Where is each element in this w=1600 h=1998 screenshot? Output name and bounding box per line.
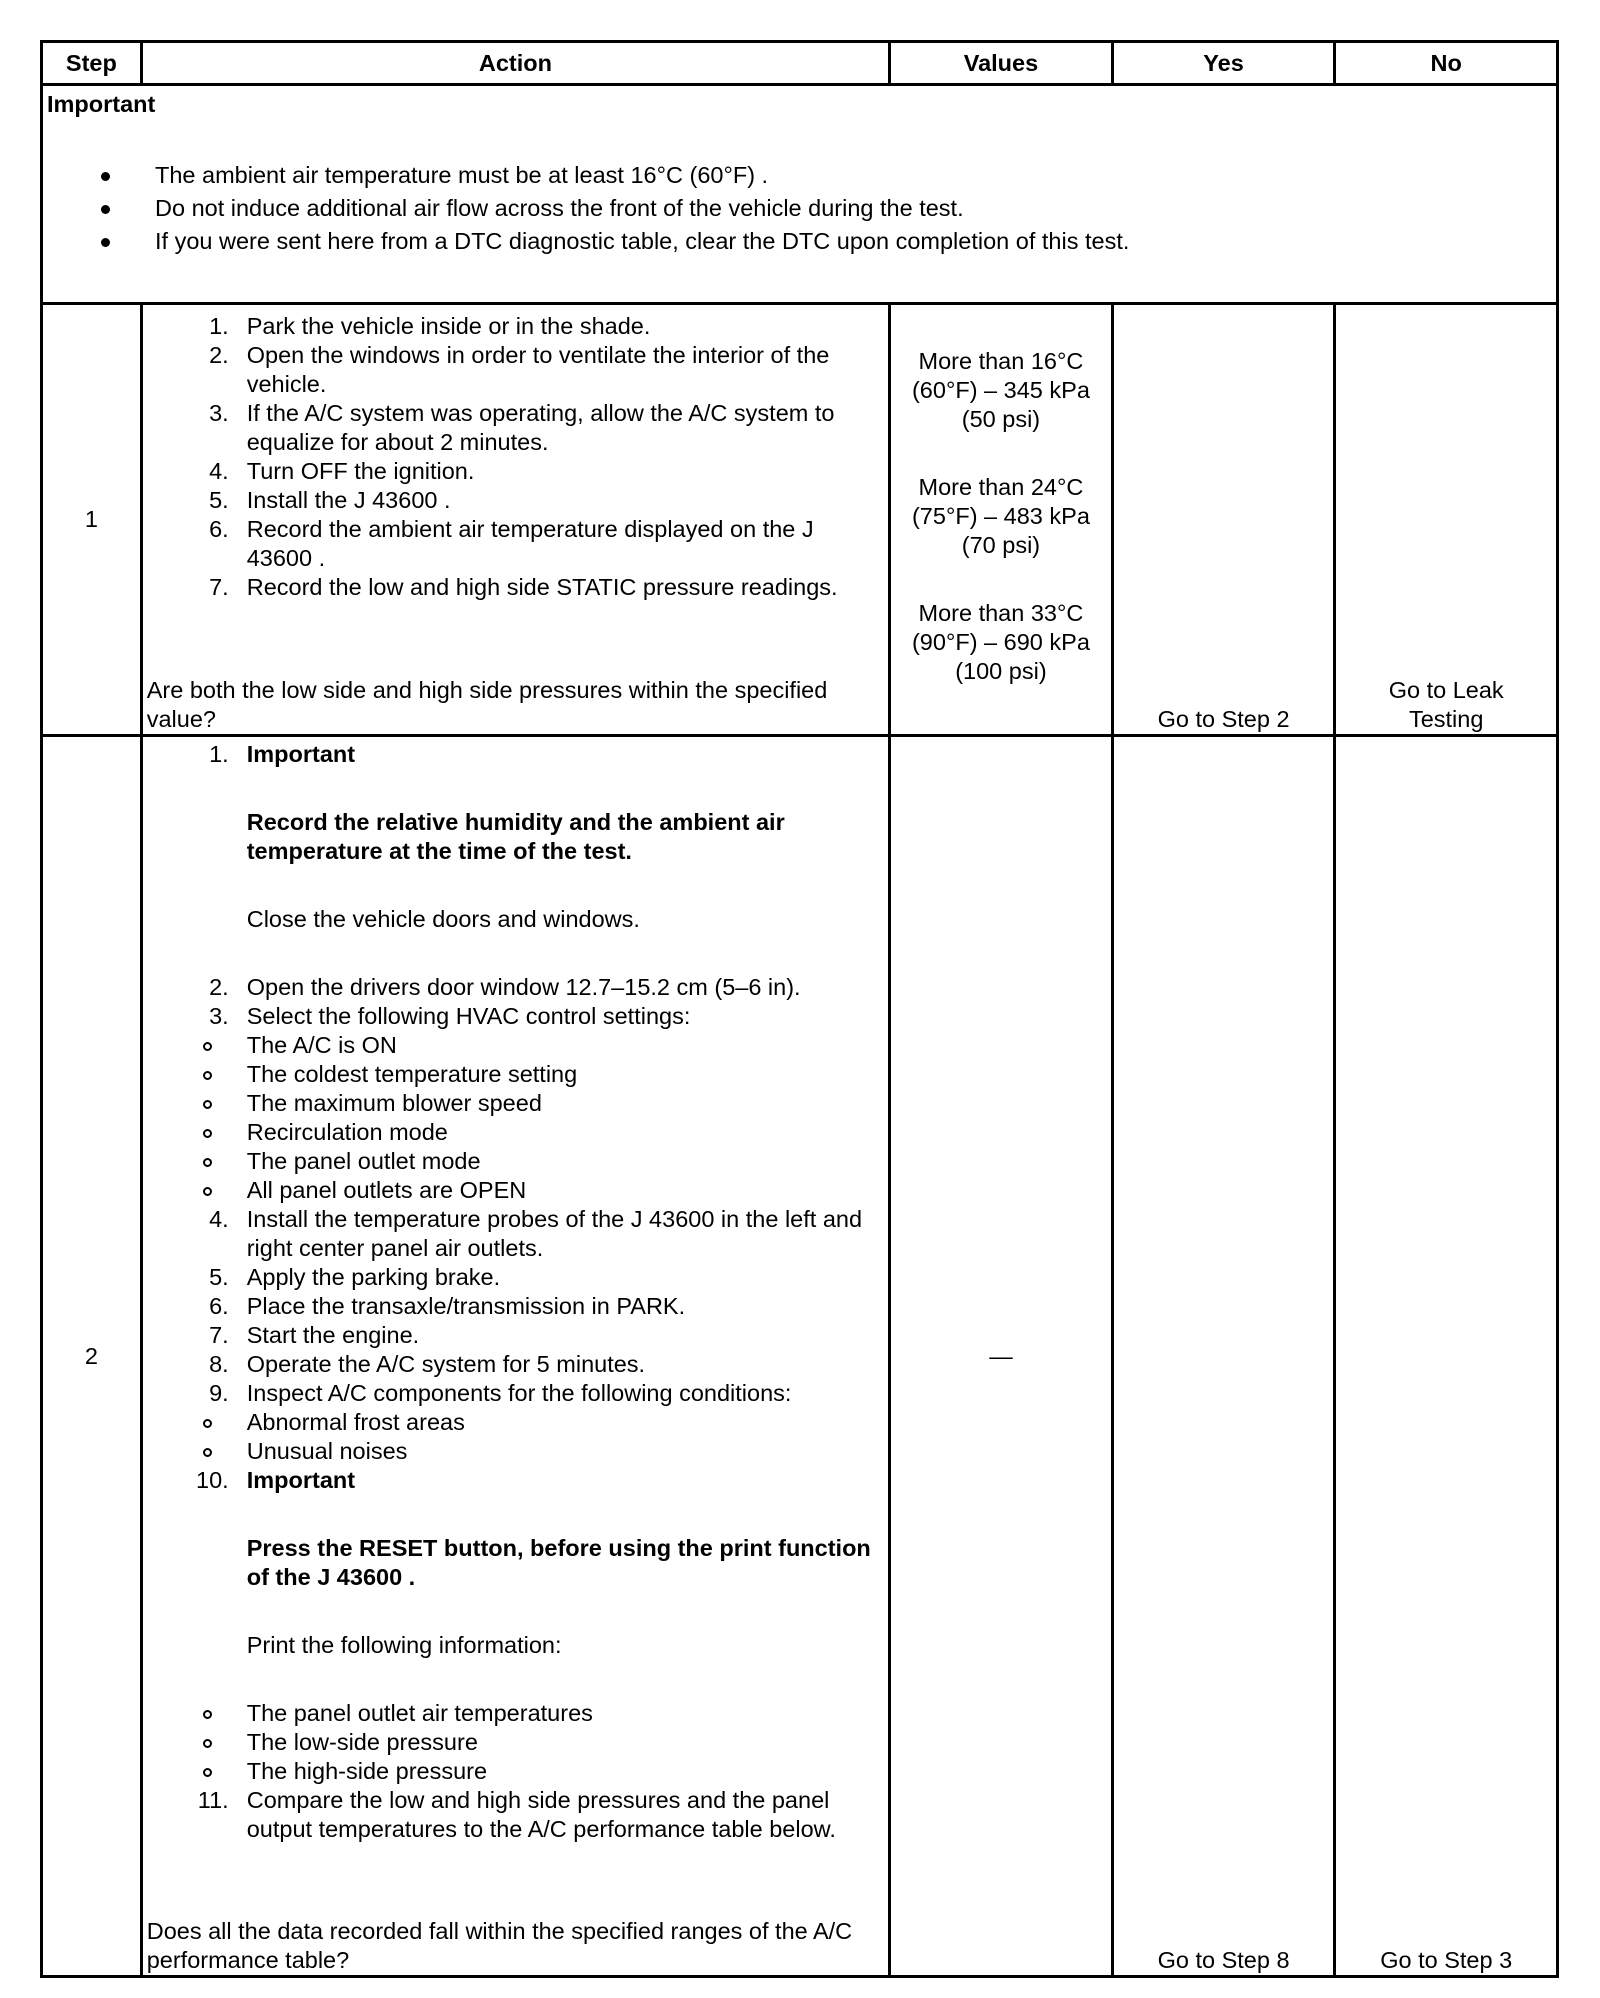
step-row-2 [42, 736, 1558, 1977]
step-question: Does all the data recorded fall within the specified ranges of the A/C performance table? [146, 1918, 853, 1973]
sub-item: The coldest temperature setting [147, 1060, 882, 1089]
important-label: Important [246, 1467, 356, 1493]
action-item: 5. Apply the parking brake. [209, 1264, 501, 1290]
circle-bullet-icon [203, 1042, 212, 1051]
important-note: Record the relative humidity and the ambient air temperature at the time of the test. [246, 809, 785, 864]
action-item: 7. Record the low and high side STATIC pressure readings. [209, 574, 838, 600]
header-no: No [1335, 42, 1558, 85]
header-row [42, 42, 1558, 85]
action-item: 8. Operate the A/C system for 5 minutes. [209, 1351, 646, 1377]
action-item: 5. Install the J 43600 . [209, 487, 451, 513]
value-spec: More than 24°C (75°F) – 483 kPa (70 psi) [911, 474, 1090, 558]
step-row-1 [42, 304, 1558, 736]
action-item: 11. Compare the low and high side pressures and the panel output temperatures to the A/C performance table below. [197, 1787, 836, 1842]
no-cell [1335, 304, 1558, 736]
action-item: 6. Place the transaxle/transmission in PARK. [209, 1293, 686, 1319]
important-label: Important [246, 741, 356, 767]
yes-cell: Go to Step 8 [1112, 736, 1335, 1977]
action-item: 1. Important Record the relative humidity and the ambient air temperature at the time of the test. Close the vehicle doors and windows. [147, 740, 882, 934]
value-spec: More than 16°C (60°F) – 345 kPa (50 psi) [911, 348, 1090, 432]
action-item: 2. Open the windows in order to ventilate the interior of the vehicle. [209, 342, 830, 397]
action-item: 4. Install the temperature probes of the J 43600 in the left and right center panel air outlets. [209, 1206, 863, 1261]
circle-bullet-icon [203, 1739, 212, 1748]
action-list [147, 312, 882, 602]
step-question: Are both the low side and high side pressures within the specified value? [146, 677, 828, 732]
header-step: Step [42, 42, 142, 85]
values-cell [890, 304, 1113, 736]
step-number: 2 [42, 736, 142, 1977]
circle-bullet-icon [203, 1710, 212, 1719]
sub-item: Abnormal frost areas [147, 1408, 882, 1437]
circle-bullet-icon [203, 1129, 212, 1138]
sub-item: The A/C is ON [147, 1031, 882, 1060]
header-yes: Yes [1112, 42, 1335, 85]
no-cell: Go to Step 3 [1335, 736, 1558, 1977]
bullet-icon [101, 238, 110, 247]
important-cell [42, 85, 1558, 304]
action-text: Close the vehicle doors and windows. [246, 906, 640, 932]
action-item: 10. Important Press the RESET button, before using the print function of the J 43600 . Print the following information: The panel outlet air temperatures The low-side pressure The high-side pressure [147, 1466, 882, 1786]
important-row [42, 85, 1558, 304]
header-action: Action [141, 42, 889, 85]
sub-item: Unusual noises [147, 1437, 882, 1466]
important-title: Important [47, 91, 156, 117]
header-values: Values [890, 42, 1113, 85]
important-list [47, 161, 1556, 260]
action-item: 4. Turn OFF the ignition. [209, 458, 475, 484]
action-item: 2. Open the drivers door window 12.7–15.2 cm (5–6 in). [209, 974, 801, 1000]
action-cell [141, 736, 889, 1977]
sub-item: Recirculation mode [147, 1118, 882, 1147]
circle-bullet-icon [203, 1071, 212, 1080]
settings-list [147, 1031, 882, 1205]
sub-item: The high-side pressure [147, 1757, 882, 1786]
important-note: Press the RESET button, before using the print function of the J 43600 . [246, 1535, 871, 1590]
circle-bullet-icon [203, 1448, 212, 1457]
important-item: The ambient air temperature must be at least 16°C (60°F) . [47, 161, 1556, 194]
sub-item: The panel outlet air temperatures [147, 1699, 882, 1728]
action-cell [141, 304, 889, 736]
sub-item: All panel outlets are OPEN [147, 1176, 882, 1205]
print-list [147, 1699, 882, 1786]
action-item: 1. Park the vehicle inside or in the shade. [209, 313, 651, 339]
action-item: 3. Select the following HVAC control settings: The A/C is ON The coldest temperature setting The maximum blower speed Recirculation mode The panel outlet mode All panel outlets are OPEN [147, 1002, 882, 1205]
circle-bullet-icon [203, 1158, 212, 1167]
action-item: 7. Start the engine. [209, 1322, 420, 1348]
sub-item: The low-side pressure [147, 1728, 882, 1757]
bullet-icon [101, 172, 110, 181]
action-item: 9. Inspect A/C components for the following conditions: Abnormal frost areas Unusual noises [147, 1379, 882, 1466]
important-item: Do not induce additional air flow across the front of the vehicle during the test. [47, 194, 1556, 227]
value-spec: More than 33°C (90°F) – 690 kPa (100 psi) [911, 600, 1090, 684]
action-list [147, 740, 882, 1844]
action-item: 3. If the A/C system was operating, allow the A/C system to equalize for about 2 minutes. [209, 400, 835, 455]
values-cell: — [890, 736, 1113, 1977]
circle-bullet-icon [203, 1768, 212, 1777]
action-item: 6. Record the ambient air temperature displayed on the J 43600 . [209, 516, 814, 571]
yes-cell: Go to Step 2 [1112, 304, 1335, 736]
bullet-icon [101, 205, 110, 214]
sub-item: The maximum blower speed [147, 1089, 882, 1118]
circle-bullet-icon [203, 1419, 212, 1428]
circle-bullet-icon [203, 1100, 212, 1109]
circle-bullet-icon [203, 1187, 212, 1196]
diagnostic-table [40, 40, 1559, 1978]
sub-item: The panel outlet mode [147, 1147, 882, 1176]
conditions-list [147, 1408, 882, 1466]
no-result: Go to Leak Testing [1388, 677, 1504, 732]
important-item: If you were sent here from a DTC diagnostic table, clear the DTC upon completion of this test. [47, 227, 1556, 260]
action-text: Print the following information: [246, 1632, 562, 1658]
step-number: 1 [42, 304, 142, 736]
